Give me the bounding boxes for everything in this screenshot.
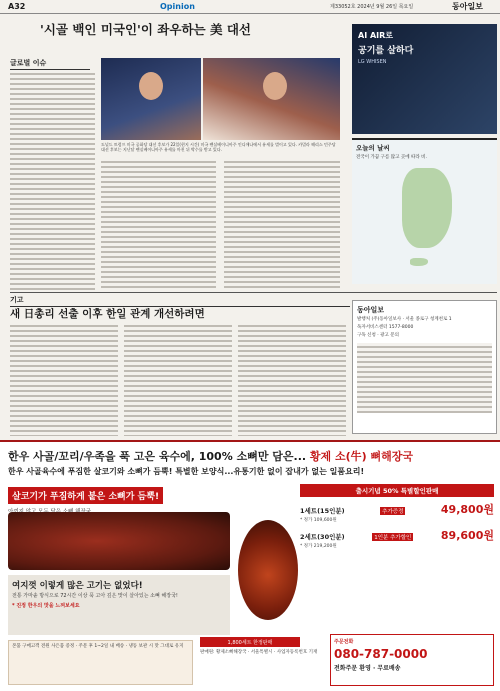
publication-line: 독자서비스센터 1577-8000 <box>357 325 414 330</box>
stew-photo <box>238 520 298 620</box>
photo-harris <box>203 58 340 140</box>
set-tag: 추가증정 <box>382 509 404 515</box>
contribution-headline: 새 日총리 선출 이후 한일 관계 개선하려면 <box>10 308 205 320</box>
price-row <box>300 527 494 543</box>
ad-subhead: 한우 사골육수에 푸짐한 살코기와 소뼈가 듬뿍! 특별한 보양식...유통기한 없이 잡내가 없는 일품요리! <box>8 467 365 476</box>
ad-tag: 살코기가 푸짐하게 붙은 소뼈가 듬뿍! <box>8 487 163 504</box>
ad-line-2: 공기를 살하다 <box>358 46 414 56</box>
contribution-text-1 <box>10 322 118 436</box>
section-divider <box>10 292 497 293</box>
photo-figure <box>263 72 287 100</box>
set-detail: * 정가 109,600원 <box>300 518 337 523</box>
set-name: 2세트(30인분) <box>300 533 345 541</box>
limited-sale-bar: 1,800세트 한정판매 <box>200 637 300 647</box>
gift-info: 본품 구매고객 전원 사은품 증정 · 주문 후 1~2일 내 배송 · 냉동 보관 시 맛 그대로 유지 <box>8 640 193 685</box>
section-name: Opinion <box>160 2 195 11</box>
set-name: 1세트(15인분) <box>300 507 345 515</box>
set-price: 49,800원 <box>440 503 494 516</box>
publication-info <box>352 300 497 434</box>
promo-title: 여지껏 이렇게 많은 고기는 없었다! <box>12 581 143 591</box>
page-number: A32 <box>8 2 26 11</box>
newspaper-logo: 동아일보 <box>452 1 483 11</box>
publication-line: 발행처 (주)동아일보사 · 서울 종로구 청계천로 1 <box>357 317 452 322</box>
price-row <box>300 501 494 517</box>
jeju-island <box>410 258 428 266</box>
set-detail: * 정가 219,200원 <box>300 544 337 549</box>
contribution-text-2 <box>124 322 232 436</box>
article-headline: '시골 백인 미국인'이 좌우하는 美 대선 <box>40 22 251 37</box>
order-note: 전화주문 환영 · 무료배송 <box>334 665 401 672</box>
publication-body <box>357 343 492 413</box>
meat-photo <box>8 512 230 570</box>
publication-title: 동아일보 <box>357 305 385 314</box>
ad-promo-box <box>8 575 230 635</box>
set-price: 89,600원 <box>440 529 494 542</box>
order-label: 주문전화 <box>334 639 354 645</box>
ad-headline-b: 황제 소(牛) 뼈해장국 <box>309 450 414 463</box>
ad-line-3: LG WHISEN <box>358 59 387 65</box>
ad-headline <box>8 448 494 464</box>
company-info: 판매원: 황제소뼈해장국 · 서울특별시 · 사업자등록번호 기재 <box>200 650 318 655</box>
article-text-column-2 <box>101 158 216 290</box>
photo-trump <box>101 58 201 140</box>
contribution-text-3 <box>238 322 346 436</box>
masthead <box>0 0 500 14</box>
price-panel <box>300 484 494 630</box>
order-box[interactable] <box>330 634 494 686</box>
publication-line: 구독 신청 · 광고 문의 <box>357 333 399 338</box>
photo-figure <box>139 72 163 100</box>
ad-line-1: AI AIR로 <box>358 31 394 40</box>
weather-note: 전국이 가끔 구름 많고 곳에 따라 비. <box>356 155 427 160</box>
weather-box <box>352 138 497 284</box>
price-header: 출시기념 50% 특별할인판매 <box>300 484 494 497</box>
korea-map <box>402 168 452 248</box>
ad-headline-a: 한우 사골/꼬리/우족을 푹 고은 육수에, 100% 소뼈만 담은... <box>8 450 307 463</box>
article-text-column-1 <box>10 70 95 290</box>
set-tag: 1인분 추가할인 <box>374 535 412 541</box>
contribution-label: 기고 <box>10 295 350 307</box>
ai-air-ad <box>352 24 497 134</box>
photo-caption: 도널드 트럼프 미국 공화당 대선 후보가 22일(현지 시간) 미국 펜실베이니아주 인디애나에서 유세를 벌이고 있다. 카멀라 해리스 민주당 대선 후보는 지난달 펜실베이니아주 유세를 마친 뒤 박수를 받고 있다. <box>101 142 336 152</box>
promo-note: * 진정 한우의 맛을 느껴보세요 <box>12 602 80 609</box>
issue-date: 제33052호 2024년 9월 26일 목요일 <box>330 4 414 10</box>
order-phone[interactable]: 080-787-0000 <box>334 647 428 661</box>
column-label: 글로벌 이슈 <box>10 58 90 70</box>
promo-body: 전통 가마솥 방식으로 72시간 이상 푹 고아 깊은 맛이 살아있는 소뼈 해장국! <box>12 593 178 599</box>
weather-title: 오늘의 날씨 <box>356 144 390 152</box>
article-text-column-3 <box>224 158 340 290</box>
